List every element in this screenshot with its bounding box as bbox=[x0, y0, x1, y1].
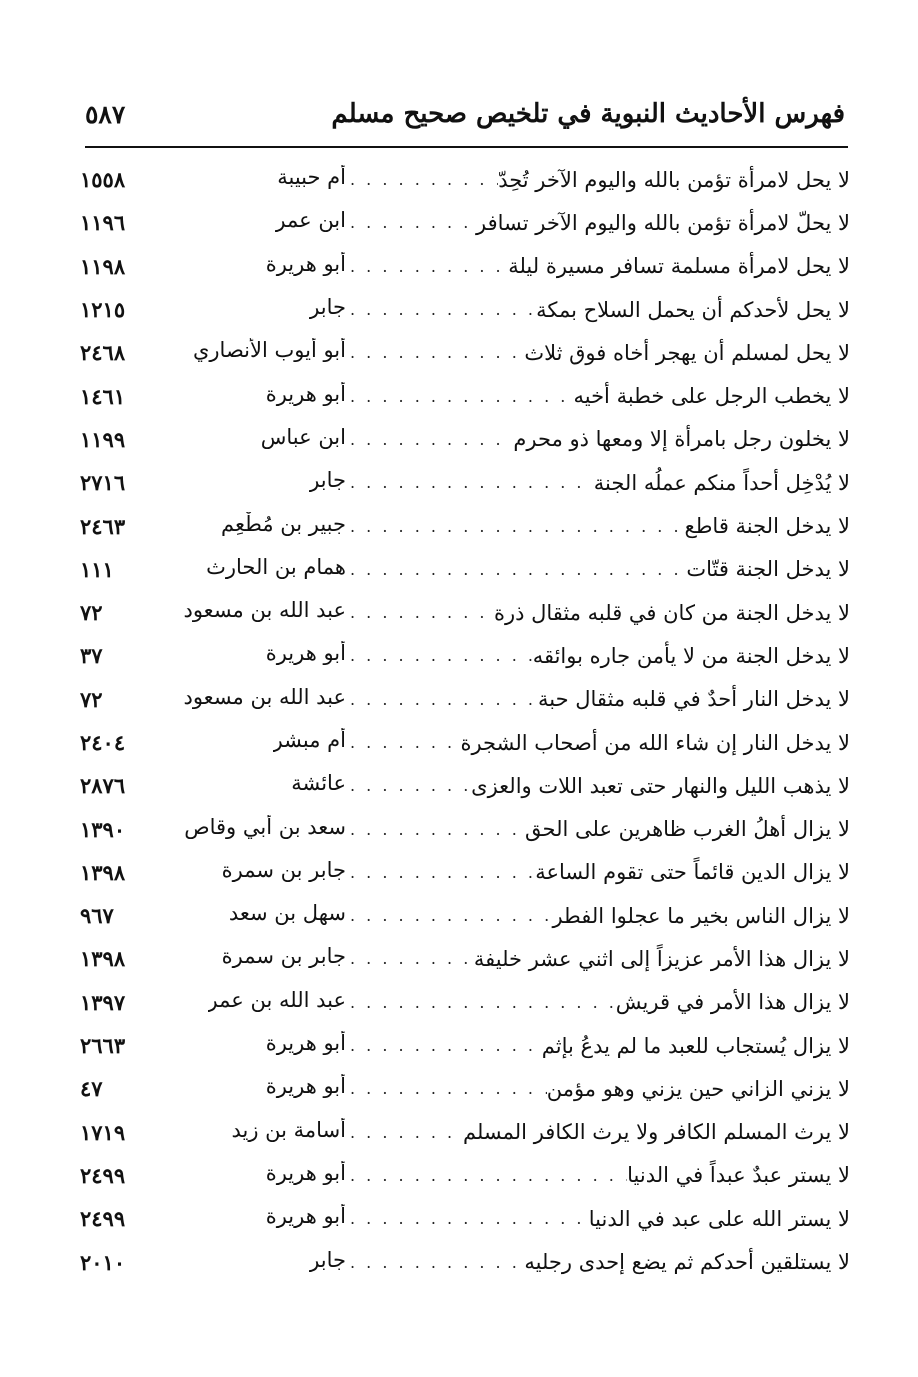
hadith-text: لا يدخل النار أحدٌ في قلبه مثقال حبة bbox=[538, 687, 850, 712]
hadith-number: ٢٤٩٩ bbox=[80, 1162, 126, 1188]
narrator-name: أبو هريرة bbox=[265, 251, 346, 276]
index-row bbox=[80, 1197, 850, 1240]
hadith-number: ١٧١٩ bbox=[80, 1119, 126, 1145]
hadith-text: لا يستر عبدٌ عبداً في الدنيا bbox=[627, 1163, 850, 1188]
hadith-number: ٢٨٧٦ bbox=[80, 773, 126, 799]
header-rule bbox=[85, 146, 848, 148]
hadith-number: ٧٢ bbox=[80, 686, 103, 712]
index-row bbox=[80, 721, 850, 764]
hadith-text: لا يستر الله على عبد في الدنيا bbox=[588, 1206, 850, 1231]
index-row bbox=[80, 851, 850, 894]
narrator-name: أسامة بن زيد bbox=[231, 1117, 346, 1142]
index-row bbox=[80, 807, 850, 850]
hadith-text: لا يُدْخِل أحداً منكم عملُه الجنة bbox=[593, 470, 850, 495]
narrator-name: عبد الله بن عمر bbox=[207, 987, 346, 1012]
index-row bbox=[80, 634, 850, 677]
dot-leader bbox=[346, 1079, 547, 1098]
narrator-name: عائشة bbox=[291, 771, 346, 796]
narrator-name: أبو هريرة bbox=[265, 1031, 346, 1056]
hadith-number: ٧٢ bbox=[80, 600, 103, 626]
hadith-text: لا يزال هذا الأمر في قريش bbox=[615, 990, 850, 1015]
narrator-name: جابر bbox=[309, 1247, 346, 1272]
dot-leader bbox=[346, 1123, 463, 1142]
dot-leader bbox=[346, 1166, 627, 1185]
hadith-number: ١٣٩٧ bbox=[80, 989, 126, 1015]
dot-leader bbox=[346, 733, 460, 752]
hadith-number: ١٣٩٨ bbox=[80, 946, 126, 972]
index-row bbox=[80, 591, 850, 634]
hadith-number: ١١٩٩ bbox=[80, 426, 126, 452]
hadith-text: لا يدخل الجنة من لا يأمن جاره بوائقه bbox=[532, 643, 850, 668]
narrator-name: عبد الله بن مسعود bbox=[183, 684, 346, 709]
index-row bbox=[80, 1024, 850, 1067]
hadith-number: ٢٠١٠ bbox=[80, 1249, 126, 1275]
dot-leader bbox=[346, 343, 524, 362]
dot-leader bbox=[346, 776, 471, 795]
dot-leader bbox=[346, 170, 498, 189]
narrator-name: أبو هريرة bbox=[265, 381, 346, 406]
hadith-text: لا يزال هذا الأمر عزيزاً إلى اثني عشر خليفة bbox=[473, 946, 850, 971]
dot-leader bbox=[346, 387, 573, 406]
dot-leader bbox=[346, 949, 474, 968]
hadith-text: لا يدخل الجنة قتّات bbox=[686, 557, 850, 582]
index-row bbox=[80, 764, 850, 807]
hadith-number: ١١٩٨ bbox=[80, 253, 126, 279]
narrator-name: جابر بن سمرة bbox=[221, 944, 346, 969]
hadith-number: ٢٧١٦ bbox=[80, 470, 126, 496]
hadith-number: ١٣٩٠ bbox=[80, 816, 126, 842]
index-row bbox=[80, 1154, 850, 1197]
hadith-number: ١٥٥٨ bbox=[80, 167, 126, 193]
index-row bbox=[80, 678, 850, 721]
hadith-number: ٩٦٧ bbox=[80, 903, 114, 929]
hadith-number: ٢٤٠٤ bbox=[80, 730, 126, 755]
hadith-number: ٣٧ bbox=[80, 643, 103, 669]
hadith-number: ٢٤٩٩ bbox=[80, 1206, 126, 1232]
narrator-name: جابر بن سمرة bbox=[221, 857, 346, 882]
index-row bbox=[80, 548, 850, 591]
hadith-number: ١٤٦١ bbox=[80, 383, 126, 409]
narrator-name: ابن عمر bbox=[275, 208, 346, 233]
hadith-number: ١١١ bbox=[80, 556, 114, 582]
narrator-name: سعد بن أبي وقاص bbox=[184, 814, 346, 839]
narrator-name: سهل بن سعد bbox=[228, 901, 346, 926]
dot-leader bbox=[346, 690, 538, 709]
hadith-text: لا يحلّ لامرأة تؤمن بالله واليوم الآخر تسافر bbox=[476, 210, 850, 235]
hadith-number: ١١٩٦ bbox=[80, 210, 126, 236]
dot-leader bbox=[346, 1253, 524, 1272]
narrator-name: ابن عباس bbox=[260, 424, 346, 449]
narrator-name: عبد الله بن مسعود bbox=[183, 598, 346, 623]
dot-leader bbox=[346, 1036, 542, 1055]
index-row bbox=[80, 158, 850, 201]
narrator-name: أبو هريرة bbox=[265, 641, 346, 666]
narrator-name: جابر bbox=[309, 295, 346, 320]
dot-leader bbox=[346, 863, 535, 882]
narrator-name: أبو هريرة bbox=[265, 1074, 346, 1099]
dot-leader bbox=[346, 993, 616, 1012]
narrator-name: أم مبشر bbox=[272, 728, 346, 752]
index-row bbox=[80, 981, 850, 1024]
hadith-number: ٢٤٦٣ bbox=[80, 513, 126, 539]
page-title: فهرس الأحاديث النبوية في تلخيص صحيح مسلم bbox=[331, 99, 845, 129]
hadith-text: لا يذهب الليل والنهار حتى تعبد اللات والعزى bbox=[471, 773, 850, 798]
page-header bbox=[85, 92, 845, 136]
dot-leader bbox=[346, 300, 536, 319]
hadith-text: لا يدخل الجنة قاطع bbox=[684, 514, 850, 539]
hadith-number: ٤٧ bbox=[80, 1076, 103, 1102]
index-row bbox=[80, 245, 850, 288]
index-row bbox=[80, 937, 850, 980]
hadith-number: ١٢١٥ bbox=[80, 297, 126, 323]
hadith-text: لا يزال الناس بخير ما عجلوا الفطر bbox=[552, 903, 850, 928]
hadith-number: ٢٤٦٨ bbox=[80, 340, 126, 366]
dot-leader bbox=[346, 560, 686, 579]
index-row bbox=[80, 1111, 850, 1154]
dot-leader bbox=[346, 213, 476, 232]
dot-leader bbox=[346, 820, 525, 839]
dot-leader bbox=[346, 430, 513, 449]
hadith-text: لا يزال يُستجاب للعبد ما لم يدعُ بإثم bbox=[541, 1033, 850, 1058]
hadith-text: لا يحل لامرأة مسلمة تسافر مسيرة ليلة bbox=[508, 254, 850, 279]
hadith-text: لا يحل لامرأة تؤمن بالله واليوم الآخر تُحِدّ bbox=[498, 167, 850, 192]
dot-leader bbox=[346, 603, 494, 622]
page-number: ٥٨٧ bbox=[85, 99, 126, 129]
narrator-name: أبو أيوب الأنصاري bbox=[192, 338, 346, 363]
hadith-text: لا يزني الزاني حين يزني وهو مؤمن bbox=[546, 1076, 850, 1101]
hadith-number: ١٣٩٨ bbox=[80, 859, 126, 885]
index-row bbox=[80, 1240, 850, 1283]
hadith-number: ٢٦٦٣ bbox=[80, 1033, 126, 1059]
hadith-text: لا يدخل الجنة من كان في قلبه مثقال ذرة bbox=[493, 600, 850, 625]
narrator-name: همام بن الحارث bbox=[206, 554, 346, 579]
dot-leader bbox=[346, 1209, 589, 1228]
narrator-name: أم حبيبة bbox=[277, 165, 346, 190]
hadith-text: لا يحل لمسلم أن يهجر أخاه فوق ثلاث bbox=[524, 340, 850, 365]
index-row bbox=[80, 1067, 850, 1110]
hadith-text: لا يحل لأحدكم أن يحمل السلاح بمكة bbox=[536, 297, 850, 322]
hadith-text: لا يخطب الرجل على خطبة أخيه bbox=[573, 384, 850, 409]
narrator-name: جابر bbox=[309, 468, 346, 493]
index-row bbox=[80, 288, 850, 331]
index-row bbox=[80, 461, 850, 504]
narrator-name: جبير بن مُطْعِم bbox=[220, 511, 346, 536]
index-row bbox=[80, 201, 850, 244]
index-row bbox=[80, 418, 850, 461]
dot-leader bbox=[346, 517, 685, 536]
index-row bbox=[80, 374, 850, 417]
hadith-text: لا يستلقين أحدكم ثم يضع إحدى رجليه bbox=[524, 1250, 850, 1275]
hadith-text: لا يزال أهلُ الغرب ظاهرين على الحق bbox=[525, 817, 850, 842]
hadith-text: لا يرث المسلم الكافر ولا يرث الكافر المسلم bbox=[462, 1120, 850, 1145]
dot-leader bbox=[346, 473, 594, 492]
narrator-name: أبو هريرة bbox=[265, 1160, 346, 1185]
index-row bbox=[80, 504, 850, 547]
dot-leader bbox=[346, 257, 508, 276]
narrator-name: أبو هريرة bbox=[265, 1204, 346, 1229]
hadith-index-list bbox=[80, 158, 850, 1284]
index-row bbox=[80, 894, 850, 937]
index-row bbox=[80, 331, 850, 374]
hadith-text: لا يدخل النار إن شاء الله من أصحاب الشجرة bbox=[460, 730, 850, 755]
hadith-text: لا يخلون رجل بامرأة إلا ومعها ذو محرم bbox=[513, 427, 850, 452]
dot-leader bbox=[346, 646, 533, 665]
dot-leader bbox=[346, 906, 552, 925]
hadith-text: لا يزال الدين قائماً حتى تقوم الساعة bbox=[535, 860, 850, 885]
